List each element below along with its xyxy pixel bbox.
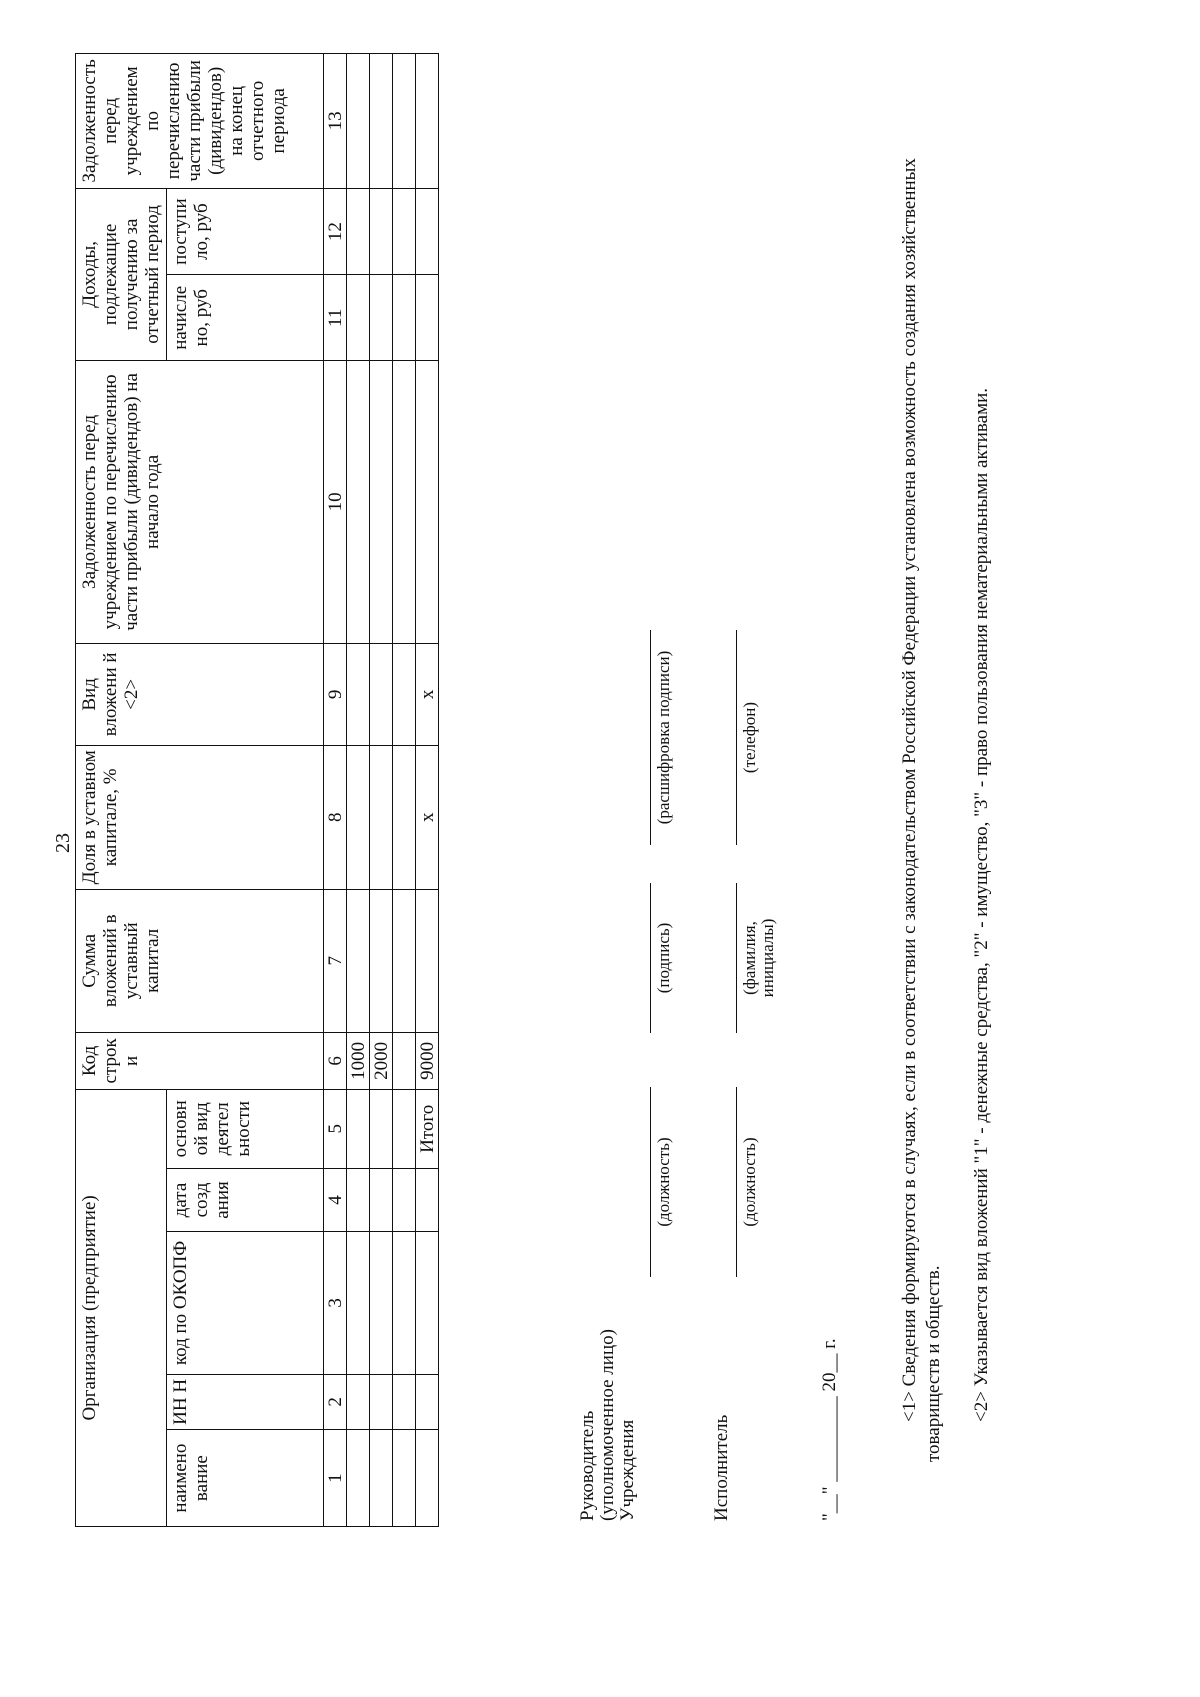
cell-debt-end[interactable]: [347, 54, 370, 189]
cell-debt-start[interactable]: [370, 361, 393, 644]
cell-activity[interactable]: [370, 1089, 393, 1168]
col-num: 9: [324, 643, 347, 745]
column-number-row: [324, 54, 347, 1527]
phone-caption: (телефон): [740, 701, 759, 774]
cell-date[interactable]: [393, 1168, 416, 1231]
okopf-header: код по ОКОПФ: [167, 1232, 324, 1374]
col-num: 3: [324, 1232, 347, 1374]
table-row: [393, 54, 416, 1527]
cell-okopf[interactable]: [393, 1232, 416, 1374]
col-num: 13: [324, 54, 347, 189]
col-num: 11: [324, 275, 347, 361]
cell-type[interactable]: [370, 643, 393, 745]
cell-name[interactable]: [370, 1430, 393, 1527]
col-num: 8: [324, 746, 347, 890]
activity-header: основн ой вид деятел ьности: [167, 1089, 324, 1168]
cell-debt-start[interactable]: [393, 361, 416, 644]
cell-inn[interactable]: [393, 1374, 416, 1430]
head-signature-line[interactable]: [650, 883, 651, 1033]
cell-share[interactable]: [393, 746, 416, 890]
page-number: 23: [52, 833, 74, 853]
col-num: 6: [324, 1033, 347, 1090]
cell-activity[interactable]: [347, 1089, 370, 1168]
sum-header: Сумма вложений в уставный капитал: [76, 889, 324, 1033]
decoding-caption: (расшифровка подписи): [654, 650, 673, 825]
executor-fio-line[interactable]: [736, 883, 737, 1033]
cell-date[interactable]: [347, 1168, 370, 1231]
cell-inn[interactable]: [347, 1374, 370, 1430]
cell-okopf[interactable]: [347, 1232, 370, 1374]
total-code: 9000: [416, 1033, 439, 1090]
total-share: x: [416, 746, 439, 890]
cell-accrued[interactable]: [347, 275, 370, 361]
header-row-1: [76, 54, 167, 1527]
cell-code: [393, 1033, 416, 1090]
cell-name[interactable]: [347, 1430, 370, 1527]
cell-accrued[interactable]: [370, 275, 393, 361]
col-num: 12: [324, 188, 347, 275]
cell-accrued[interactable]: [393, 275, 416, 361]
cell-okopf[interactable]: [370, 1232, 393, 1374]
cell-date[interactable]: [370, 1168, 393, 1231]
cell-sum[interactable]: [347, 889, 370, 1033]
cell-type[interactable]: [393, 643, 416, 745]
col-num: 4: [324, 1168, 347, 1231]
cell-sum[interactable]: [370, 889, 393, 1033]
line-code-header: Код строк и: [76, 1033, 324, 1090]
footnote-1: <1> Сведения формируются в случаях, если в соответствии с законодательством Российской Федерации установлена возможность создания хозяйственных товариществ и обществ.: [899, 158, 944, 1462]
share-header: Доля в уставном капитале, %: [76, 746, 324, 890]
position2-caption: (должность): [740, 1137, 759, 1227]
table-row: [370, 54, 393, 1527]
footnote-2: <2> Указывается вид вложений "1" - денежные средства, "2" - имущество, "3" - право пользования нематериальными активами.: [971, 387, 992, 1422]
col-num: 1: [324, 1430, 347, 1527]
total-row: [416, 54, 439, 1527]
total-type: x: [416, 643, 439, 745]
investment-table: [75, 53, 439, 1527]
name-header: наимено вание: [167, 1430, 324, 1527]
cell-name[interactable]: [393, 1430, 416, 1527]
inn-header: ИН Н: [167, 1374, 324, 1430]
position-caption: (должность): [654, 1137, 673, 1227]
fio-caption: (фамилия, инициалы): [740, 918, 777, 998]
cell-received[interactable]: [370, 188, 393, 275]
cell-type[interactable]: [347, 643, 370, 745]
cell-received[interactable]: [347, 188, 370, 275]
head-position-line[interactable]: [650, 1087, 651, 1277]
cell-debt-end[interactable]: [370, 54, 393, 189]
col-num: 5: [324, 1089, 347, 1168]
accrued-header: начисле но, руб: [167, 275, 324, 361]
head-label: Руководитель (уполномоченное лицо) Учреждения: [577, 1329, 638, 1521]
total-debt-end[interactable]: [416, 54, 439, 189]
org-group-header: Организация (предприятие): [76, 1089, 167, 1526]
date-header: дата созд ания: [167, 1168, 324, 1231]
head-decoding-line[interactable]: [650, 630, 651, 845]
col-num: 2: [324, 1374, 347, 1430]
table-row: [347, 54, 370, 1527]
cell-code: 2000: [370, 1033, 393, 1090]
total-debt-start[interactable]: [416, 361, 439, 644]
executor-label: Исполнитель: [711, 1414, 732, 1521]
cell-debt-start[interactable]: [347, 361, 370, 644]
col-num: 7: [324, 889, 347, 1033]
cell-activity[interactable]: [393, 1089, 416, 1168]
cell-share[interactable]: [347, 746, 370, 890]
cell-share[interactable]: [370, 746, 393, 890]
total-label: Итого: [416, 1089, 439, 1168]
cell-sum[interactable]: [393, 889, 416, 1033]
cell-code: 1000: [347, 1033, 370, 1090]
cell-received[interactable]: [393, 188, 416, 275]
received-header: поступи ло, руб: [167, 188, 324, 275]
executor-position-line[interactable]: [736, 1087, 737, 1277]
debt-start-header: Задолженность перед учреждением по перечислению части прибыли (дивидендов) на начало года: [76, 361, 324, 644]
debt-end-header: Задолженность перед учреждением по перечислению части прибыли (дивидендов) на конец отчетного периода: [76, 54, 324, 189]
executor-phone-line[interactable]: [736, 630, 737, 845]
date-line[interactable]: "__" _________ 20__ г.: [819, 1338, 840, 1521]
total-received[interactable]: [416, 188, 439, 275]
col-num: 10: [324, 361, 347, 644]
total-sum[interactable]: [416, 889, 439, 1033]
cell-debt-end[interactable]: [393, 54, 416, 189]
total-accrued[interactable]: [416, 275, 439, 361]
invest-type-header: Вид вложени й <2>: [76, 643, 324, 745]
signature-caption: (подпись): [654, 922, 673, 994]
income-group-header: Доходы, подлежащие получению за отчетный период: [76, 188, 167, 360]
cell-inn[interactable]: [370, 1374, 393, 1430]
